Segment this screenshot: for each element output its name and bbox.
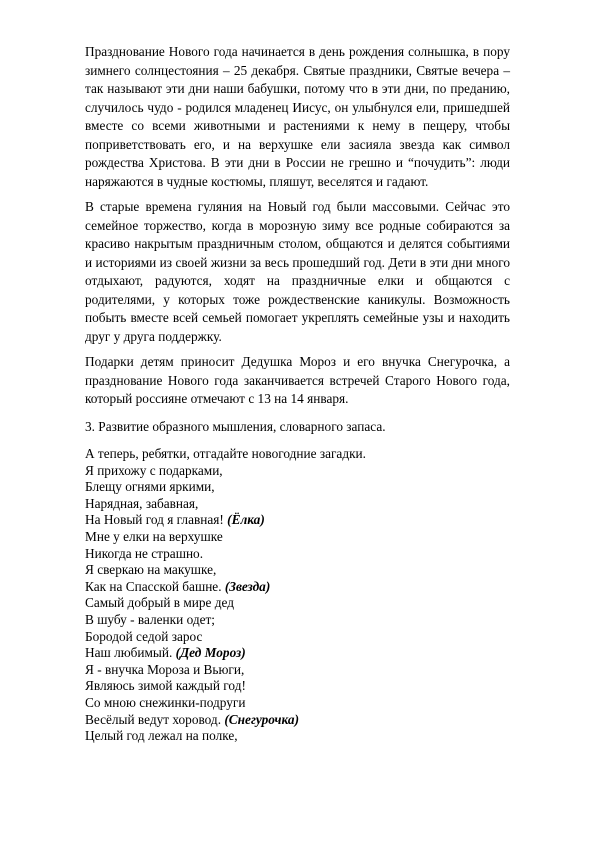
riddle-line-text: Нарядная, забавная, bbox=[85, 495, 199, 511]
riddle-line bbox=[85, 612, 510, 629]
riddle-line bbox=[85, 463, 510, 480]
riddle-line bbox=[85, 712, 510, 729]
riddle-line bbox=[85, 595, 510, 612]
riddle-line bbox=[85, 645, 510, 662]
riddle-line bbox=[85, 546, 510, 563]
document-page bbox=[85, 43, 510, 745]
riddle-line-text: Со мною снежинки-подруги bbox=[85, 694, 246, 710]
riddle-line-text: Наш любимый. bbox=[85, 645, 176, 661]
riddle-line-text: Целый год лежал на полке, bbox=[85, 728, 238, 744]
riddle-line-text: Являюсь зимой каждый год! bbox=[85, 678, 246, 694]
riddle-line bbox=[85, 629, 510, 646]
riddle-line bbox=[85, 512, 510, 529]
riddle-answer: (Ёлка) bbox=[227, 512, 265, 528]
riddle-line-text: Блещу огнями яркими, bbox=[85, 479, 215, 495]
riddle-line-text: Мне у елки на верхушке bbox=[85, 528, 223, 544]
riddle-line-text: На Новый год я главная! bbox=[85, 512, 228, 528]
riddle-answer: (Снегурочка) bbox=[224, 711, 299, 727]
paragraph-gifts: Подарки детям приносит Дедушка Мороз и его внучка Снегурочка, а празднование Нового года заканчивается встречей Старого Нового года, который россияне отмечают с 13 на 14 января. bbox=[85, 354, 510, 406]
riddle-line bbox=[85, 678, 510, 695]
riddle-line bbox=[85, 579, 510, 596]
paragraph-new-year-origin: Празднование Нового года начинается в день рождения солнышка, в пору зимнего солнцестояния – 25 декабря. Святые праздники, Святые вечера – так называют эти дни наши бабушки, потому что в эти дни, по преданию, случилось чудо - родился младенец Иисус, он улыбнулся ели, пришедшей вместе со всеми животными и растениями к нему в пещеру, чтобы поприветствовать его, и на верхушке ели засияла звезда как символ рождества Христова. В эти дни в России не грешно и “почудить”: люди наряжаются в чудные костюмы, пляшут, веселятся и гадают. bbox=[85, 44, 510, 189]
riddle-line bbox=[85, 496, 510, 513]
riddle-line bbox=[85, 695, 510, 712]
riddle-line-text: Весёлый ведут хоровод. bbox=[85, 711, 225, 727]
riddle-line-text: Я прихожу с подарками, bbox=[85, 462, 223, 478]
section-heading: 3. Развитие образного мышления, словарного запаса. bbox=[85, 418, 386, 434]
riddle-line-text: Самый добрый в мире дед bbox=[85, 595, 235, 611]
riddle-line bbox=[85, 728, 510, 745]
riddle-answer: (Звезда) bbox=[224, 578, 271, 594]
riddle-answer: (Дед Мороз) bbox=[175, 645, 246, 661]
riddle-line bbox=[85, 446, 510, 463]
riddle-line bbox=[85, 562, 510, 579]
riddle-list bbox=[85, 446, 510, 745]
riddle-line bbox=[85, 662, 510, 679]
riddle-line bbox=[85, 529, 510, 546]
riddle-line-text: А теперь, ребятки, отгадайте новогодние загадки. bbox=[85, 446, 367, 461]
riddle-line-text: Бородой седой зарос bbox=[85, 628, 203, 644]
riddle-line-text: Я - внучка Мороза и Вьюги, bbox=[85, 661, 245, 677]
riddle-line-text: Я сверкаю на макушке, bbox=[85, 562, 217, 578]
riddle-line-text: Как на Спасской башне. bbox=[85, 578, 225, 594]
riddle-line-text: Никогда не страшно. bbox=[85, 545, 204, 561]
riddle-line bbox=[85, 479, 510, 496]
riddle-line-text: В шубу - валенки одет; bbox=[85, 611, 216, 627]
paragraph-old-times: В старые времена гуляния на Новый год были массовыми. Сейчас это семейное торжество, когда в морозную зиму все родные собираются за красиво накрытым праздничным столом, общаются и делятся событиями и историями из своей жизни за весь прошедший год. Дети в эти дни много отдыхают, радуются, ходят на праздничные елки и общаются с родителями, у которых тоже рождественские каникулы. Возможность побыть вместе всей семьей помогает укреплять семейные узы и находить друг у друга поддержку. bbox=[85, 199, 510, 344]
